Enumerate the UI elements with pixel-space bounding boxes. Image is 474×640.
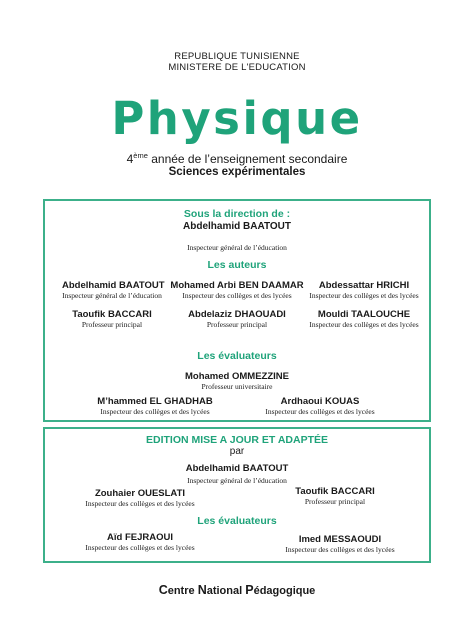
author-4: [62, 309, 162, 329]
evaluator-3-name: Ardhaoui KOUAS: [280, 396, 360, 407]
grade-number: 4: [126, 152, 134, 166]
author-2-name: Mohamed Arbi BEN DAAMAR: [170, 280, 304, 291]
author-6: [305, 309, 423, 329]
edition-author-2: [270, 486, 400, 506]
evaluator-3: [245, 396, 395, 416]
author-1: [62, 280, 165, 300]
grade-suffix: ème: [133, 151, 148, 160]
author-2: [167, 280, 307, 300]
publisher-word-1: entre: [167, 585, 198, 597]
author-1-name: Abdelhamid BAATOUT: [62, 280, 165, 291]
author-4-role: Professeur principal: [81, 320, 143, 329]
evaluator-2-role: Inspecteur des collèges et des lycées: [100, 407, 210, 416]
edition-author-1-name: Zouhaier OUESLATI: [94, 488, 186, 499]
evaluator-1-role: Professeur universitaire: [201, 382, 273, 391]
header-republic: REPUBLIQUE TUNISIENNE: [174, 51, 300, 62]
author-5-name: Abdelaziz DHAOUADI: [188, 309, 286, 320]
author-4-name: Taoufik BACCARI: [72, 309, 152, 320]
edition-author-1: [65, 488, 215, 508]
edition-evaluator-2-name: Imed MESSAOUDI: [298, 534, 382, 545]
evaluator-2-name: M’hammed EL GHADHAB: [97, 396, 213, 407]
edition-heading: EDITION MISE A JOUR ET ADAPTÉE: [145, 434, 329, 446]
edition-evaluator-2: [265, 534, 415, 554]
author-5-role: Professeur principal: [206, 320, 268, 329]
evaluator-3-role: Inspecteur des collèges et des lycées: [265, 407, 375, 416]
grade-rest: année de l’enseignement secondaire: [147, 152, 348, 166]
author-3-role: Inspecteur des collèges et des lycées: [309, 291, 419, 300]
author-6-name: Mouldi TAALOUCHE: [317, 309, 411, 320]
edition-evaluator-1-name: Aïd FEJRAOUI: [107, 532, 173, 543]
author-2-role: Inspecteur des collèges et des lycées: [182, 291, 292, 300]
director-name: Abdelhamid BAATOUT: [183, 221, 291, 232]
edition-author-1-role: Inspecteur des collèges et des lycées: [85, 499, 195, 508]
evaluator-1: [137, 371, 337, 391]
edition-evaluators-heading: Les évaluateurs: [197, 515, 277, 527]
edition-evaluator-1: [65, 532, 215, 552]
director-role: Inspecteur général de l’éducation: [187, 243, 287, 252]
edition-evaluator-1-role: Inspecteur des collèges et des lycées: [85, 543, 195, 552]
section-label: Sciences expérimentales: [168, 166, 306, 178]
publisher-word-2: ational: [206, 585, 246, 597]
header-ministry: MINISTERE DE L'EDUCATION: [168, 62, 306, 73]
author-6-role: Inspecteur des collèges et des lycées: [309, 320, 419, 329]
edition-author-2-role: Professeur principal: [304, 497, 366, 506]
publisher-name: [0, 583, 474, 597]
evaluator-1-name: Mohamed OMMEZZINE: [185, 371, 289, 382]
direction-heading: Sous la direction de :: [183, 208, 291, 220]
edition-lead-name: Abdelhamid BAATOUT: [185, 463, 289, 474]
book-title: Physique: [111, 92, 363, 145]
par-label: par: [229, 446, 245, 457]
author-5: [167, 309, 307, 329]
evaluator-2: [80, 396, 230, 416]
grade-line: [0, 151, 474, 166]
authors-heading: Les auteurs: [207, 259, 267, 271]
publisher-initial-2: N: [197, 583, 207, 597]
edition-evaluator-2-role: Inspecteur des collèges et des lycées: [285, 545, 395, 554]
author-3-name: Abdessattar HRICHI: [318, 280, 410, 291]
publisher-initial-3: P: [245, 583, 254, 597]
evaluators-heading: Les évaluateurs: [197, 350, 277, 362]
publisher-initial-1: C: [158, 583, 168, 597]
edition-author-2-name: Taoufik BACCARI: [295, 486, 375, 497]
edition-lead-role: Inspecteur général de l’éducation: [187, 476, 287, 485]
author-3: [305, 280, 423, 300]
author-1-role: Inspecteur général de l’éducation: [62, 291, 162, 300]
publisher-word-3: édagogique: [253, 585, 316, 597]
